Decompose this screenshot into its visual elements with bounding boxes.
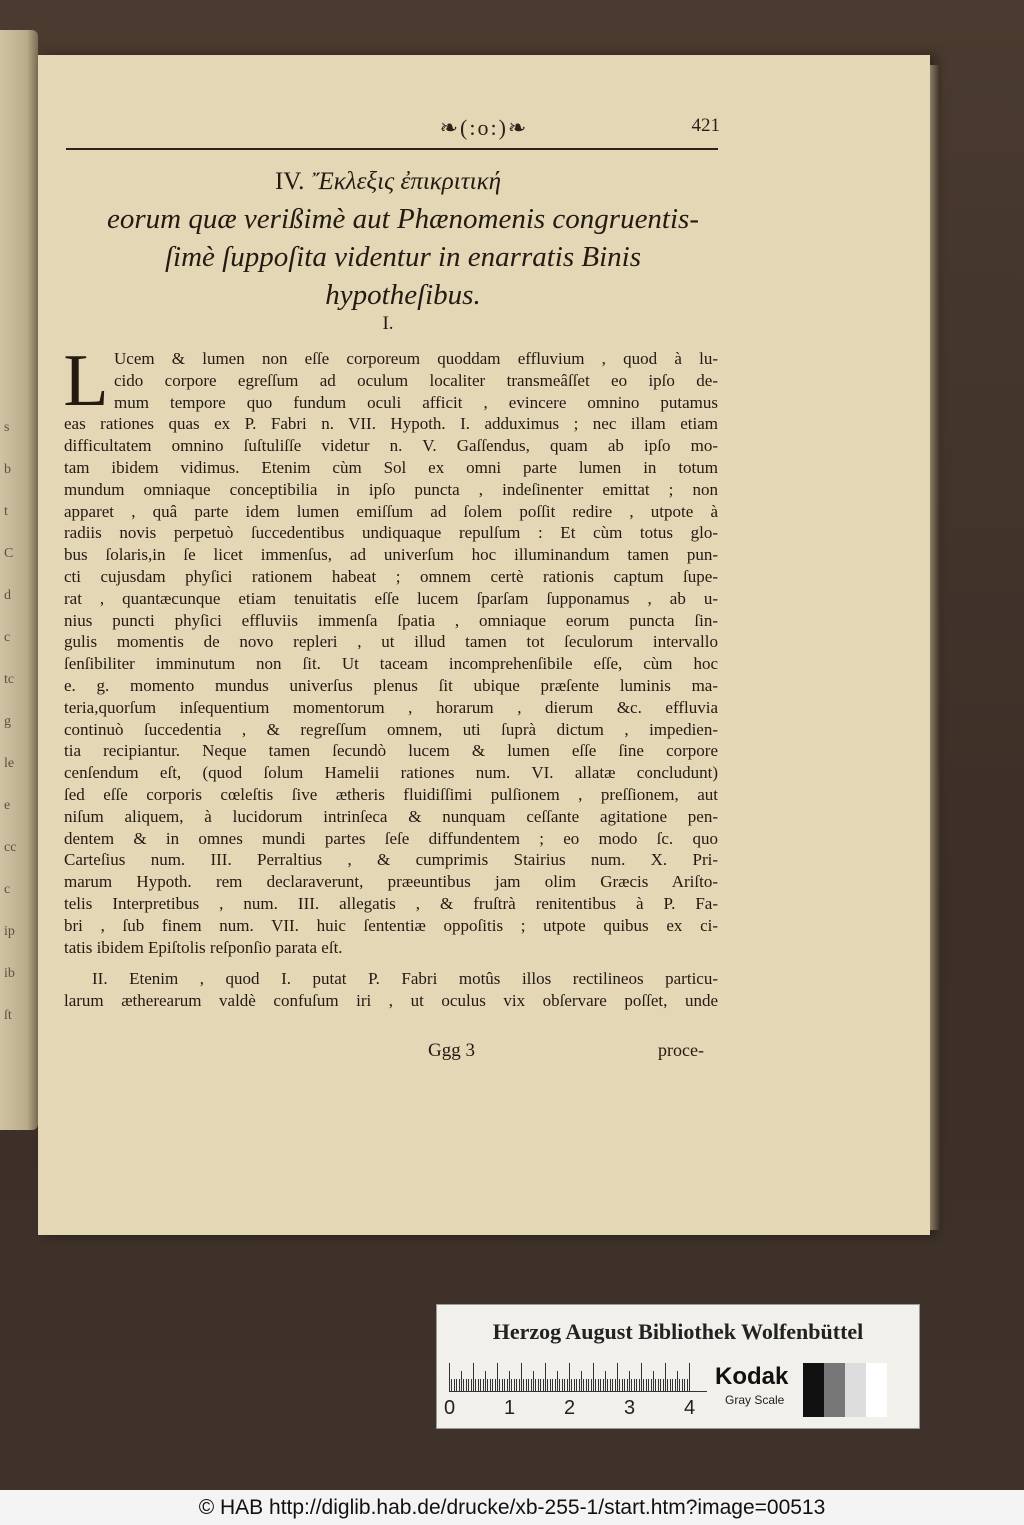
page-number: 421 bbox=[691, 115, 720, 136]
ruler-tick bbox=[567, 1379, 568, 1391]
body-line: tatis ibidem Epiſtolis reſponſio parata eſt. bbox=[64, 937, 343, 957]
ruler-tick bbox=[612, 1379, 613, 1391]
ruler-tick bbox=[610, 1379, 611, 1391]
body-line: radiis novis perpetuò ſuccedentibus undiquaque repulſum : Et cùm totus glo- bbox=[64, 523, 718, 543]
ruler-tick bbox=[679, 1379, 680, 1391]
ruler-tick bbox=[627, 1379, 628, 1391]
body-line: marum Hypoth. rem declaraverunt, præeuntibus jam olim Græcis Ariſto- bbox=[64, 872, 718, 892]
ruler-tick bbox=[504, 1379, 505, 1391]
ruler-tick bbox=[531, 1379, 532, 1391]
body-line: Carteſius num. III. Perraltius , & cumprimis Stairius num. X. Pri- bbox=[64, 850, 718, 870]
ruler-number: 3 bbox=[624, 1397, 636, 1419]
ruler-tick bbox=[557, 1371, 558, 1391]
ruler-tick bbox=[631, 1379, 632, 1391]
edge-letter: d bbox=[4, 588, 11, 603]
ruler-tick bbox=[547, 1379, 548, 1391]
ruler-tick bbox=[538, 1379, 539, 1391]
ruler-tick bbox=[511, 1379, 512, 1391]
edge-letter: e bbox=[4, 798, 11, 813]
body-line: bri , ſub finem num. VII. huic ſententiæ oppoſitis ; utpote quibus ex ci- bbox=[64, 915, 718, 935]
page-edge-shadow bbox=[930, 65, 940, 1230]
body-line: rat , quantæcunque etiam tenuitatis eſſe lucem ſparſam ſupponamus , ab u- bbox=[64, 588, 718, 608]
body-line: continuò ſuccedentia , & regreſſum omnem, uti ſuprà dictum , impedien- bbox=[64, 719, 718, 739]
ruler-tick bbox=[461, 1371, 462, 1391]
gray-patch bbox=[824, 1363, 845, 1417]
ruler-tick bbox=[492, 1379, 493, 1391]
edge-letter: t bbox=[4, 504, 8, 519]
ruler-tick bbox=[648, 1379, 649, 1391]
ruler-tick bbox=[672, 1379, 673, 1391]
body-line: e. g. momento mundus univerſus plenus ſit ubique præſente luminis ma- bbox=[64, 675, 718, 695]
ruler-tick bbox=[665, 1363, 666, 1391]
ruler-tick bbox=[651, 1379, 652, 1391]
paragraph-number: I. bbox=[382, 313, 394, 334]
ruler-tick bbox=[655, 1379, 656, 1391]
ruler-tick bbox=[677, 1371, 678, 1391]
ruler-tick bbox=[487, 1379, 488, 1391]
ruler-tick bbox=[509, 1371, 510, 1391]
ruler-tick bbox=[598, 1379, 599, 1391]
book-page bbox=[38, 55, 930, 1235]
ruler-tick bbox=[502, 1379, 503, 1391]
ruler-tick bbox=[559, 1379, 560, 1391]
ruler-tick bbox=[615, 1379, 616, 1391]
body-line: gulis momentis de novo repleri , ut illud tamen tot ſeculorum intervallo bbox=[64, 632, 718, 652]
ruler-tick bbox=[634, 1379, 635, 1391]
ruler-tick bbox=[516, 1379, 517, 1391]
body-line: II. Etenim , quod I. putat P. Fabri motûs illos rectilineos particu- bbox=[92, 969, 718, 989]
scale-ruler bbox=[449, 1361, 707, 1392]
ruler-tick bbox=[564, 1379, 565, 1391]
subtitle-line: hypotheſibus. bbox=[325, 279, 481, 311]
ruler-tick bbox=[540, 1379, 541, 1391]
library-name: Herzog August Bibliothek Wolfenbüttel bbox=[492, 1319, 864, 1344]
drop-cap: L bbox=[63, 340, 109, 422]
body-line: mum tempore quo fundum oculi afficit , evincere omnino putamus bbox=[114, 392, 718, 412]
left-page-edge bbox=[0, 30, 38, 1130]
ruler-tick bbox=[571, 1379, 572, 1391]
ruler-tick bbox=[552, 1379, 553, 1391]
ruler-tick bbox=[463, 1379, 464, 1391]
subtitle-line: ſimè ſuppoſita videntur in enarratis Binis bbox=[164, 241, 642, 273]
ruler-tick bbox=[595, 1379, 596, 1391]
ruler-tick bbox=[475, 1379, 476, 1391]
body-line: mundum omniaque conceptibilia in ipſo puncta , indeſinenter emittat ; non bbox=[64, 479, 718, 499]
ruler-tick bbox=[586, 1379, 587, 1391]
body-line: ſed eſſe corporis cœleſtis ſive ætheris fluidiſſimi pulſionem , preſſionem, aut bbox=[64, 784, 718, 804]
ruler-tick bbox=[478, 1379, 479, 1391]
body-line: cenſendum eſt, (quod ſolum Hamelii rationes num. VI. allatæ concludunt) bbox=[64, 763, 718, 783]
ruler-tick bbox=[473, 1363, 474, 1391]
ruler-tick bbox=[521, 1363, 522, 1391]
section-greek-title: Ἔκλεξις ἐπικριτική bbox=[312, 168, 502, 195]
edge-letter: cc bbox=[4, 840, 17, 855]
ruler-tick bbox=[629, 1371, 630, 1391]
ruler-tick bbox=[660, 1379, 661, 1391]
ruler-tick bbox=[574, 1379, 575, 1391]
ruler-tick bbox=[663, 1379, 664, 1391]
ruler-numbers bbox=[444, 1397, 707, 1421]
ruler-tick bbox=[670, 1379, 671, 1391]
copyright-footer: © HAB http://diglib.hab.de/drucke/xb-255-1/start.htm?image=00513 bbox=[0, 1490, 1024, 1525]
body-line: apparet , quâ parte idem lumen emiſſum ad ſolem poſſit redire , utpote à bbox=[64, 501, 718, 521]
ruler-tick bbox=[675, 1379, 676, 1391]
ruler-tick bbox=[591, 1379, 592, 1391]
body-line: dentem & in omnes mundi partes ſeſe diffundentem ; eo modo ſc. quo bbox=[64, 828, 718, 848]
ruler-tick bbox=[682, 1379, 683, 1391]
body-line: difficultatem omnino ſuſtuliſſe videtur n. V. Gaſſendus, quam ab ipſo mo- bbox=[64, 436, 718, 456]
ruler-tick bbox=[535, 1379, 536, 1391]
ruler-tick bbox=[607, 1379, 608, 1391]
ruler-tick bbox=[643, 1379, 644, 1391]
ruler-tick bbox=[526, 1379, 527, 1391]
ruler-tick bbox=[550, 1379, 551, 1391]
signature-mark: Ggg 3 bbox=[428, 1040, 475, 1061]
catchword: proce- bbox=[658, 1040, 704, 1060]
ruler-tick bbox=[545, 1363, 546, 1391]
ruler-tick bbox=[495, 1379, 496, 1391]
ruler-tick bbox=[523, 1379, 524, 1391]
gray-scale-caption: Gray Scale bbox=[725, 1393, 785, 1407]
ruler-tick bbox=[456, 1379, 457, 1391]
gray-patch bbox=[845, 1363, 866, 1417]
body-line: tia recipiantur. Neque tamen ſecundò lucem & lumen eſſe ſine corpore bbox=[64, 741, 718, 761]
ruler-tick bbox=[581, 1371, 582, 1391]
ruler-tick bbox=[619, 1379, 620, 1391]
ruler-tick bbox=[483, 1379, 484, 1391]
ruler-tick bbox=[514, 1379, 515, 1391]
ruler-tick bbox=[485, 1371, 486, 1391]
ruler-tick bbox=[528, 1379, 529, 1391]
library-color-card bbox=[436, 1304, 920, 1429]
ruler-number: 1 bbox=[504, 1397, 516, 1419]
ruler-tick bbox=[653, 1371, 654, 1391]
ruler-tick bbox=[471, 1379, 472, 1391]
body-line: niſum aliquem, à lucidorum intrinſeca & nunquam ceſſante agitatione pen- bbox=[64, 806, 718, 826]
body-line: larum ætherearum valdè confuſum iri , ut oculus vix obſervare poſſet, unde bbox=[64, 991, 718, 1011]
ruler-tick bbox=[569, 1363, 570, 1391]
ruler-tick bbox=[684, 1379, 685, 1391]
ruler-tick bbox=[576, 1379, 577, 1391]
ruler-tick bbox=[593, 1363, 594, 1391]
ruler-tick bbox=[451, 1379, 452, 1391]
body-line: ſenſibiliter imminutum non ſit. Ut taceam incomprehenſibile eſſe, cùm hoc bbox=[64, 654, 718, 674]
ruler-tick bbox=[533, 1371, 534, 1391]
edge-letter: s bbox=[4, 420, 10, 435]
body-line: bus ſolaris,in ſe licet immenſus, ad univerſum hoc illuminandum tamen pun- bbox=[64, 545, 718, 565]
section-number: IV. bbox=[274, 168, 305, 195]
ruler-tick bbox=[454, 1379, 455, 1391]
ruler-tick bbox=[622, 1379, 623, 1391]
edge-letter: b bbox=[4, 462, 11, 477]
body-line: nius puncti phyſici effluviis immenſa ſpatia , omniaque eorum puncta ſin- bbox=[64, 610, 718, 630]
ruler-tick bbox=[658, 1379, 659, 1391]
ruler-tick bbox=[519, 1379, 520, 1391]
body-line: eas rationes quas ex P. Fabri n. VII. Hypoth. I. adduximus ; nec illam etiam bbox=[64, 414, 718, 434]
ruler-tick bbox=[617, 1363, 618, 1391]
ruler-number: 0 bbox=[444, 1397, 456, 1419]
ruler-tick bbox=[605, 1371, 606, 1391]
ruler-tick bbox=[579, 1379, 580, 1391]
body-line: cido corpore egreſſum ad oculum localiter transmeâſſet eo ipſo de- bbox=[114, 370, 718, 390]
edge-letter: ip bbox=[4, 924, 15, 939]
ruler-tick bbox=[555, 1379, 556, 1391]
ruler-tick bbox=[468, 1379, 469, 1391]
body-line: telis Interpretibus , num. III. allegatis , & fruſtrà renitentibus à P. Fa- bbox=[64, 893, 718, 913]
edge-letter: ib bbox=[4, 966, 15, 981]
ruler-tick bbox=[687, 1379, 688, 1391]
head-rule bbox=[66, 148, 718, 150]
ruler-number: 4 bbox=[684, 1397, 696, 1419]
edge-letter: g bbox=[4, 714, 11, 729]
ruler-tick bbox=[636, 1379, 637, 1391]
ruler-tick bbox=[449, 1363, 450, 1391]
edge-letter: tc bbox=[4, 672, 15, 687]
ruler-tick bbox=[562, 1379, 563, 1391]
kodak-logo: Kodak bbox=[715, 1363, 789, 1390]
edge-letter: le bbox=[4, 756, 15, 771]
section-title bbox=[38, 168, 738, 196]
ruler-number: 2 bbox=[564, 1397, 576, 1419]
edge-letter: ſt bbox=[4, 1008, 12, 1023]
running-head-ornament: ❧(:o:)❧ bbox=[439, 115, 529, 140]
paragraph-gap bbox=[64, 958, 718, 968]
section-subtitle bbox=[68, 200, 738, 314]
edge-letter: c bbox=[4, 630, 11, 645]
gray-patch bbox=[866, 1363, 887, 1417]
ruler-tick bbox=[490, 1379, 491, 1391]
edge-letter: C bbox=[4, 546, 14, 561]
ruler-tick bbox=[639, 1379, 640, 1391]
ruler-tick bbox=[689, 1363, 690, 1391]
ruler-tick bbox=[480, 1379, 481, 1391]
gray-patch bbox=[803, 1363, 824, 1417]
body-text bbox=[64, 348, 718, 1012]
body-line: teria,quorſum inſequentium momentorum , horarum , dierum &c. effluvia bbox=[64, 697, 718, 717]
ruler-tick bbox=[466, 1379, 467, 1391]
ruler-tick bbox=[624, 1379, 625, 1391]
ruler-tick bbox=[543, 1379, 544, 1391]
ruler-tick bbox=[641, 1363, 642, 1391]
ruler-tick bbox=[499, 1379, 500, 1391]
ruler-tick bbox=[646, 1379, 647, 1391]
ruler-tick bbox=[583, 1379, 584, 1391]
body-line: Ucem & lumen non eſſe corporeum quoddam effluvium , quod à lu- bbox=[114, 349, 718, 368]
ruler-tick bbox=[603, 1379, 604, 1391]
ruler-tick bbox=[497, 1363, 498, 1391]
ruler-tick bbox=[507, 1379, 508, 1391]
edge-letter: c bbox=[4, 882, 11, 897]
gray-scale-patches bbox=[803, 1363, 887, 1417]
ruler-tick bbox=[588, 1379, 589, 1391]
ruler-tick bbox=[600, 1379, 601, 1391]
ruler-tick bbox=[459, 1379, 460, 1391]
body-line: tam ibidem vidimus. Etenim cùm Sol ex omni parte lumen in totum bbox=[64, 457, 718, 477]
ruler-tick bbox=[667, 1379, 668, 1391]
body-line: cti cujusdam phyſici rationem habeat ; omnem certè rationis captum ſupe- bbox=[64, 566, 718, 586]
subtitle-line: eorum quæ verißimè aut Phænomenis congruentis- bbox=[106, 203, 699, 235]
